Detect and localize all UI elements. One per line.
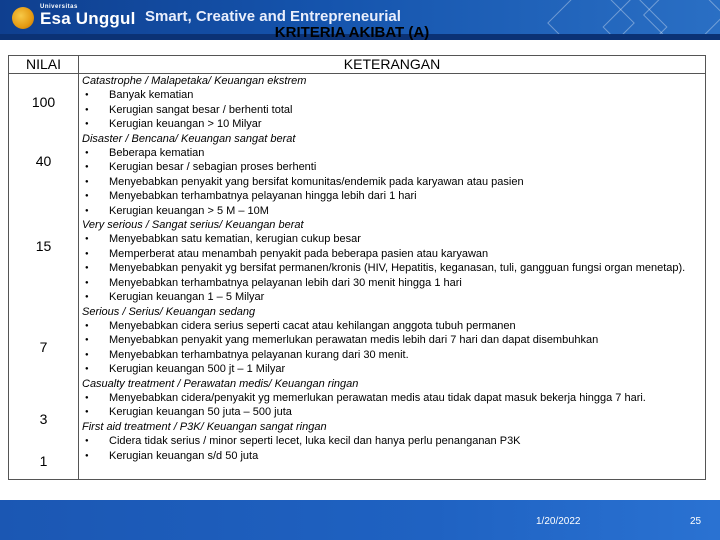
slide-title: KRITERIA AKIBAT (A) <box>274 24 430 41</box>
list-item: ● Menyebabkan terhambatnya pelayanan lebih dari 30 menit hingga 1 hari <box>82 276 706 290</box>
header-nilai: NILAI <box>9 56 79 73</box>
logo-name: Esa Unggul <box>40 9 136 28</box>
list-item: ● Kerugian keuangan 500 jt – 1 Milyar <box>82 362 706 376</box>
logo-caption: Universitas <box>40 4 78 10</box>
nilai-value: 15 <box>35 238 52 254</box>
column-divider <box>78 73 79 479</box>
list-item: ● Kerugian keuangan s/d 50 juta <box>82 449 706 463</box>
list-item: ● Menyebabkan penyakit yg bersifat permanen/kronis (HIV, Hepatitis, keganasan, tuli, gangguan fungsi organ menetap). <box>82 261 706 275</box>
slide-footer <box>0 500 720 540</box>
list-item: ● Banyak kematian <box>82 88 706 102</box>
list-item: ● Menyebabkan cidera serius seperti cacat atau kehilangan anggota tubuh permanen <box>82 319 706 333</box>
list-item: ● Beberapa kematian <box>82 146 706 160</box>
list-item: ● Kerugian sangat besar / berhenti total <box>82 103 706 117</box>
nilai-value: 7 <box>39 339 48 355</box>
category-title: Casualty treatment / Perawatan medis/ Keuangan ringan <box>82 377 359 390</box>
footer-date: 1/20/2022 <box>536 516 581 527</box>
list-item: ● Kerugian keuangan 1 – 5 Milyar <box>82 290 706 304</box>
list-item: ● Kerugian besar / sebagian proses berhenti <box>82 160 706 174</box>
list-item: ● Menyebabkan satu kematian, kerugian cukup besar <box>82 232 706 246</box>
list-item: ● Kerugian keuangan > 5 M – 10M <box>82 204 706 218</box>
list-item: ● Menyebabkan penyakit yang memerlukan perawatan medis lebih dari 7 hari dan dapat disembuhkan <box>82 333 706 347</box>
list-item: ● Kerugian keuangan 50 juta – 500 juta <box>82 405 706 419</box>
category-title: Serious / Serius/ Keuangan sedang <box>82 305 256 318</box>
list-item: ● Memperberat atau menambah penyakit pada beberapa pasien atau karyawan <box>82 247 706 261</box>
list-item: ● Cidera tidak serius / minor seperti lecet, luka kecil dan hanya perlu penanganan P3K <box>82 434 706 448</box>
page-number: 25 <box>690 516 702 527</box>
list-item: ● Kerugian keuangan > 10 Milyar <box>82 117 706 131</box>
list-item: ● Menyebabkan terhambatnya pelayanan kurang dari 30 menit. <box>82 348 706 362</box>
header-keterangan: KETERANGAN <box>343 56 441 72</box>
header-slogan: Smart, Creative and Entrepreneurial <box>145 8 401 25</box>
category-title: Very serious / Sangat serius/ Keuangan berat <box>82 219 304 232</box>
keterangan-content <box>82 74 706 463</box>
category-title: Catastrophe / Malapetaka/ Keuangan ekstrem <box>82 75 307 87</box>
list-item: ● Menyebabkan cidera/penyakit yg memerlukan perawatan medis atau tidak dapat masuk bekerja hingga 7 hari. <box>82 391 706 405</box>
table-header <box>9 56 705 74</box>
nilai-value: 3 <box>39 411 48 427</box>
criteria-table <box>8 55 706 480</box>
list-item: ● Menyebabkan penyakit yang bersifat komunitas/endemik pada karyawan atau pasien <box>82 175 706 189</box>
list-item: ● Menyebabkan terhambatnya pelayanan hingga lebih dari 1 hari <box>82 189 706 203</box>
nilai-value: 100 <box>31 94 56 110</box>
nilai-value: 1 <box>39 453 48 469</box>
category-title: Disaster / Bencana/ Keuangan sangat berat <box>82 132 296 145</box>
nilai-value: 40 <box>35 153 52 169</box>
category-title: First aid treatment / P3K/ Keuangan sangat ringan <box>82 420 327 433</box>
